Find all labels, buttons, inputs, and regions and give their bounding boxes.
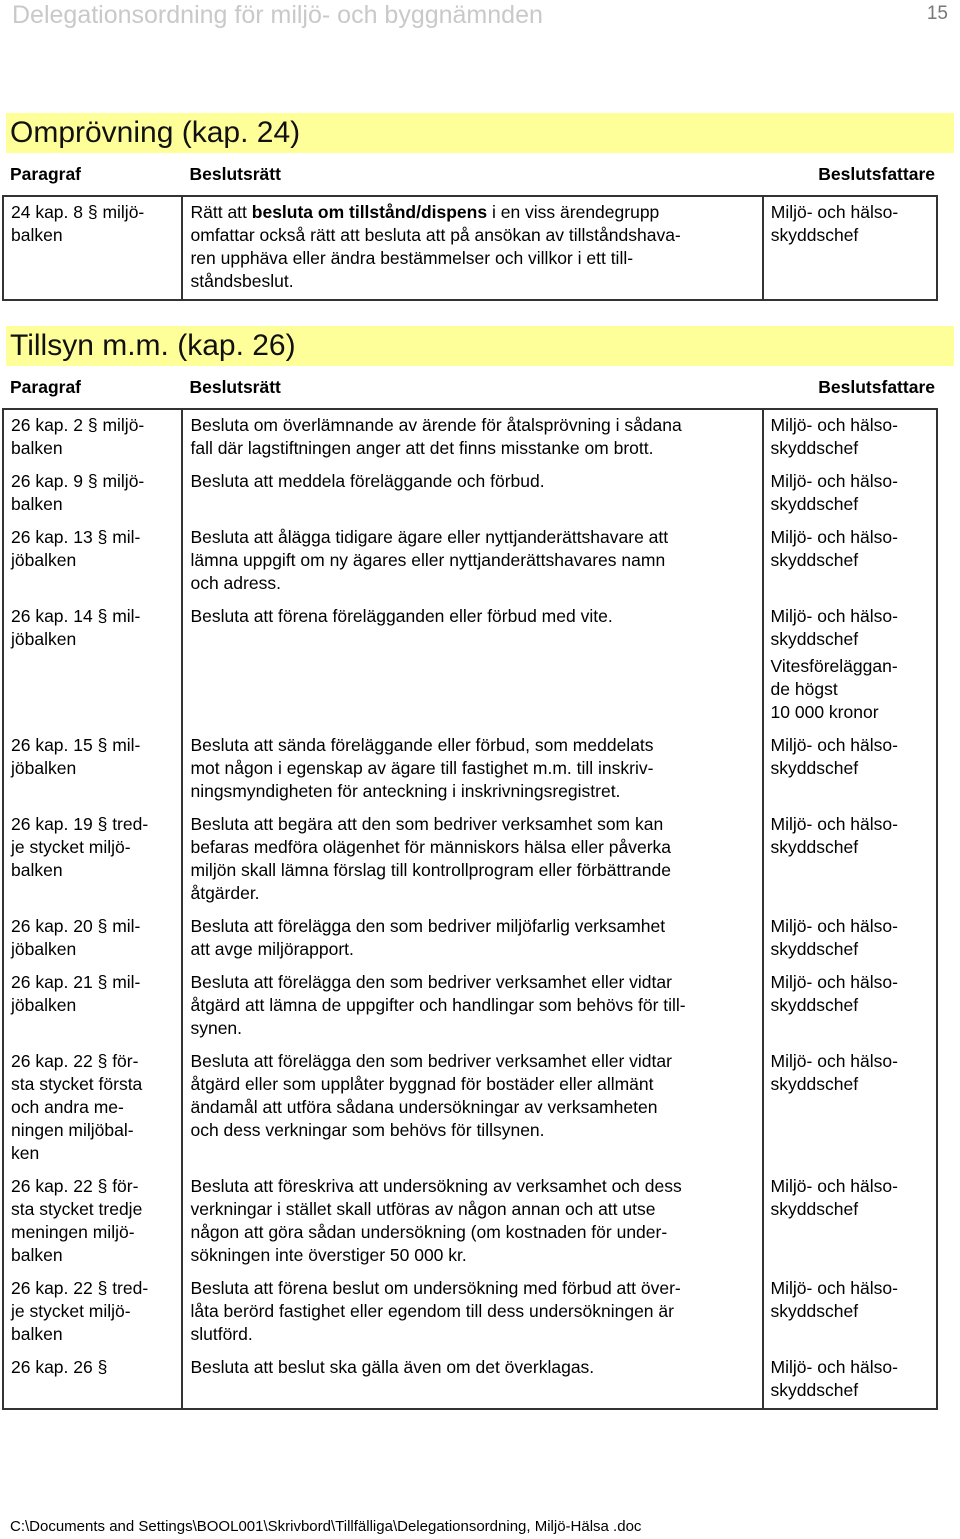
table-row xyxy=(3,1352,937,1409)
beslutsratt-cell: Besluta att förelägga den som bedriver verksamhet eller vidtar åtgärd att lämna de uppgifter och handlingar som behövs för till- synen. xyxy=(182,967,762,1046)
beslutsratt-cell: Besluta att sända föreläggande eller förbud, som meddelats mot någon i egenskap av ägare till fastighet m.m. till inskriv- ningsmyndigheten för anteckning i inskrivningsregistret. xyxy=(182,730,762,809)
paragraf-cell: 26 kap. 13 § mil- jöbalken xyxy=(3,522,182,601)
paragraf-cell: 26 kap. 26 § xyxy=(3,1352,182,1409)
beslutsratt-cell: Besluta att föreskriva att undersökning av verksamhet och dess verkningar i stället skall utföras av någon annan och att utse någon att göra sådan undersökning (om kostnaden för under- sökningen inte överstiger 50 000 kr. xyxy=(182,1171,762,1273)
beslutsfattare-cell: Miljö- och hälso- skyddschef xyxy=(763,1171,937,1273)
footer-file-path: C:\Documents and Settings\BOOL001\Skrivbord\Tillfälliga\Delegationsordning, Miljö-Hälsa .doc xyxy=(10,1518,642,1535)
beslutsratt-cell: Besluta att meddela föreläggande och förbud. xyxy=(182,466,762,522)
paragraf-cell: 26 kap. 22 § för- sta stycket första och andra me- ningen miljöbal- ken xyxy=(3,1046,182,1171)
beslutsfattare-cell: Miljö- och hälso- skyddschef xyxy=(763,196,937,300)
column-header-beslutsfattare: Beslutsfattare xyxy=(763,157,937,196)
paragraf-cell: 26 kap. 22 § för- sta stycket tredje meningen miljö- balken xyxy=(3,1171,182,1273)
table-row xyxy=(3,809,937,911)
beslutsratt-text-pre: Rätt att xyxy=(190,202,252,222)
column-header-beslutsratt: Beslutsrätt xyxy=(182,370,762,409)
beslutsratt-cell: Besluta att förena förelägganden eller förbud med vite. xyxy=(182,601,762,730)
beslutsfattare-cell: Miljö- och hälso- skyddschef xyxy=(763,409,937,466)
beslutsratt-cell xyxy=(182,196,762,300)
paragraf-cell: 26 kap. 22 § tred- je stycket miljö- balken xyxy=(3,1273,182,1352)
page-header xyxy=(10,0,950,30)
beslutsratt-cell: Besluta att förena beslut om undersökning med förbud att över- låta berörd fastighet eller egendom till dess undersökningen är slutförd. xyxy=(182,1273,762,1352)
column-header-paragraf: Paragraf xyxy=(3,157,182,196)
table-header-row xyxy=(3,157,937,196)
column-header-beslutsratt: Beslutsrätt xyxy=(182,157,762,196)
section-title-omprovning: Omprövning (kap. 24) xyxy=(6,113,954,153)
table-row xyxy=(3,730,937,809)
beslutsfattare-cell: Miljö- och hälso- skyddschef xyxy=(763,730,937,809)
beslutsratt-cell: Besluta om överlämnande av ärende för åtalsprövning i sådana fall där lagstiftningen anger att det finns misstanke om brott. xyxy=(182,409,762,466)
beslutsratt-cell: Besluta att ålägga tidigare ägare eller nyttjanderättshavare att lämna uppgift om ny ägares eller nyttjanderättshavares namn och adress. xyxy=(182,522,762,601)
beslutsratt-text-post: i en viss ärendegrupp omfattar också rätt att besluta att på ansökan av tillståndshava- ren upphäva eller ändra bestämmelser och villkor i ett till- ståndsbeslut. xyxy=(190,202,681,291)
beslutsratt-text-bold: besluta om tillstånd/dispens xyxy=(251,202,488,222)
table-row xyxy=(3,466,937,522)
table-header-row xyxy=(3,370,937,409)
paragraf-cell: 26 kap. 14 § mil- jöbalken xyxy=(3,601,182,730)
table-row xyxy=(3,522,937,601)
beslutsfattare-cell: Miljö- och hälso- skyddschef xyxy=(763,1273,937,1352)
document-title: Delegationsordning för miljö- och byggnämnden xyxy=(12,1,543,29)
beslutsfattare-cell: Miljö- och hälso- skyddschef xyxy=(763,1046,937,1171)
table-row xyxy=(3,196,937,300)
section-title-tillsyn: Tillsyn m.m. (kap. 26) xyxy=(6,326,954,366)
paragraf-cell: 26 kap. 19 § tred- je stycket miljö- balken xyxy=(3,809,182,911)
paragraf-cell: 26 kap. 2 § miljö- balken xyxy=(3,409,182,466)
beslutsratt-cell: Besluta att beslut ska gälla även om det överklagas. xyxy=(182,1352,762,1409)
tillsyn-table xyxy=(2,370,938,1410)
beslutsfattare-cell: Miljö- och hälso- skyddschef xyxy=(763,967,937,1046)
beslutsfattare-cell: Miljö- och hälso- skyddschef xyxy=(763,522,937,601)
page-number: 15 xyxy=(926,3,948,24)
beslutsfattare-cell: Miljö- och hälso- skyddschef xyxy=(763,809,937,911)
beslutsfattare-cell: Miljö- och hälso- skyddschef xyxy=(763,1352,937,1409)
omprovning-table xyxy=(2,157,938,301)
beslutsratt-cell: Besluta att begära att den som bedriver verksamhet som kan befaras medföra olägenhet för människors hälsa eller påverka miljön skall lämna förslag till kontrollprogram eller förbättrande åtgärder. xyxy=(182,809,762,911)
paragraf-cell: 24 kap. 8 § miljö- balken xyxy=(3,196,182,300)
paragraf-cell: 26 kap. 15 § mil- jöbalken xyxy=(3,730,182,809)
table-row xyxy=(3,911,937,967)
beslutsfattare-cell: Miljö- och hälso- skyddschef xyxy=(763,466,937,522)
beslutsratt-cell: Besluta att förelägga den som bedriver miljöfarlig verksamhet att avge miljörapport. xyxy=(182,911,762,967)
column-header-beslutsfattare: Beslutsfattare xyxy=(763,370,937,409)
beslutsfattare-cell: Miljö- och hälso- skyddschef xyxy=(763,911,937,967)
beslutsratt-cell: Besluta att förelägga den som bedriver verksamhet eller vidtar åtgärd eller som upplåter byggnad för bostäder eller allmänt ändamål att utföra sådana undersökningar av verksamheten och dess verkningar som behövs för tillsynen. xyxy=(182,1046,762,1171)
table-row xyxy=(3,1273,937,1352)
table-row xyxy=(3,601,937,730)
beslutsfattare-text: Miljö- och hälso- skyddschef xyxy=(770,606,898,649)
beslutsfattare-cell xyxy=(763,601,937,730)
paragraf-cell: 26 kap. 20 § mil- jöbalken xyxy=(3,911,182,967)
vite-limit-note: Vitesföreläggan- de högst 10 000 kronor xyxy=(770,656,898,722)
paragraf-cell: 26 kap. 21 § mil- jöbalken xyxy=(3,967,182,1046)
table-row xyxy=(3,1171,937,1273)
table-row xyxy=(3,1046,937,1171)
table-row xyxy=(3,967,937,1046)
paragraf-cell: 26 kap. 9 § miljö- balken xyxy=(3,466,182,522)
table-row xyxy=(3,409,937,466)
column-header-paragraf: Paragraf xyxy=(3,370,182,409)
